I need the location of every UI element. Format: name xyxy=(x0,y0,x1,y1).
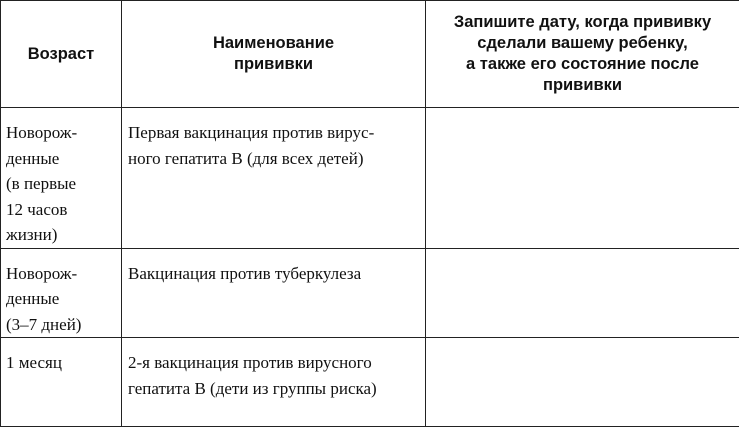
table-row xyxy=(1,108,739,249)
age-line: 12 часов xyxy=(6,197,117,223)
vaccine-name-cell xyxy=(122,248,426,338)
vaccine-name-line: гепатита В (дети из группы риска) xyxy=(128,376,421,402)
age-line: Новорож- xyxy=(6,120,117,146)
table-header-row xyxy=(1,1,739,108)
record-cell[interactable] xyxy=(426,108,739,249)
header-age-line: Возраст xyxy=(7,44,115,65)
age-cell xyxy=(1,338,122,427)
record-cell[interactable] xyxy=(426,248,739,338)
vaccine-name-cell xyxy=(122,108,426,249)
header-age xyxy=(1,1,122,108)
header-name-line: прививки xyxy=(128,54,419,75)
record-value xyxy=(426,249,739,261)
record-value xyxy=(426,108,739,120)
header-record xyxy=(426,1,739,108)
header-record-line: а также его состояние после xyxy=(432,54,733,75)
header-name-line: Наименование xyxy=(128,33,419,54)
age-line: жизни) xyxy=(6,222,117,248)
vaccine-name-line: Вакцинация против туберкулеза xyxy=(128,261,421,287)
header-record-line: Запишите дату, когда прививку xyxy=(432,12,733,33)
age-line: (3–7 дней) xyxy=(6,312,117,338)
age-line: денные xyxy=(6,286,117,312)
age-line: Новорож- xyxy=(6,261,117,287)
age-cell xyxy=(1,248,122,338)
vaccine-name-line: Первая вакцинация против вирус- xyxy=(128,120,421,146)
age-line: 1 месяц xyxy=(6,350,117,376)
age-line: (в первые xyxy=(6,171,117,197)
age-cell xyxy=(1,108,122,249)
header-vaccine-name xyxy=(122,1,426,108)
age-line: денные xyxy=(6,146,117,172)
record-value xyxy=(426,338,739,350)
table-row xyxy=(1,338,739,427)
record-cell[interactable] xyxy=(426,338,739,427)
table-row xyxy=(1,248,739,338)
header-record-line: сделали вашему ребенку, xyxy=(432,33,733,54)
vaccine-name-line: 2-я вакцинация против вирусного xyxy=(128,350,421,376)
vaccine-name-cell xyxy=(122,338,426,427)
header-record-line: прививки xyxy=(432,75,733,96)
vaccine-name-line: ного гепатита В (для всех детей) xyxy=(128,146,421,172)
